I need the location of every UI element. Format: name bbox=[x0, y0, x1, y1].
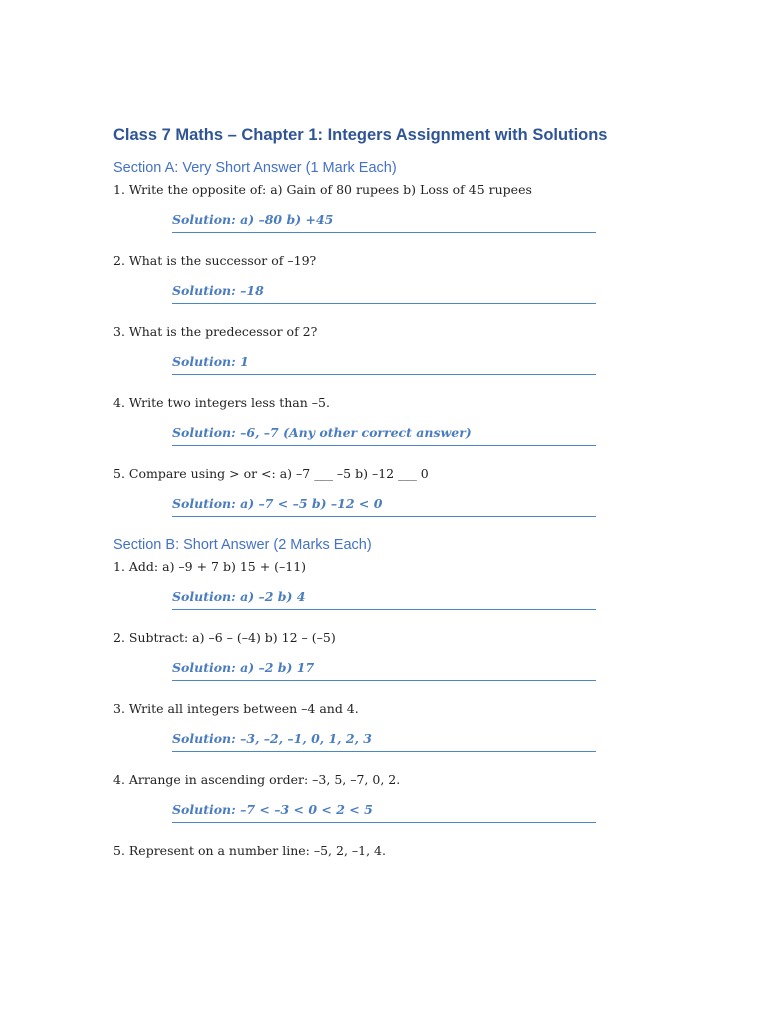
question-text: 2. Subtract: a) –6 – (–4) b) 12 – (–5) bbox=[113, 630, 336, 645]
section-a bbox=[113, 160, 633, 517]
solution-line: Solution: –7 < –3 < 0 < 2 < 5 bbox=[172, 789, 596, 823]
solution-line: Solution: –6, –7 (Any other correct answer) bbox=[172, 412, 596, 446]
question-text: 3. Write all integers between –4 and 4. bbox=[113, 701, 359, 716]
assignment-page bbox=[113, 126, 633, 879]
question-item bbox=[113, 252, 633, 304]
solution-line: Solution: a) –7 < –5 b) –12 < 0 bbox=[172, 483, 596, 517]
solution-line: Solution: a) –80 b) +45 bbox=[172, 199, 596, 233]
question-item bbox=[113, 465, 633, 517]
question-text: 1. Add: a) –9 + 7 b) 15 + (–11) bbox=[113, 559, 307, 574]
question-item bbox=[113, 700, 633, 752]
question-text: 5. Compare using > or <: a) –7 ___ –5 b) –12 ___ 0 bbox=[113, 466, 429, 481]
question-item bbox=[113, 771, 633, 823]
solution-line: Solution: a) –2 b) 4 bbox=[172, 576, 596, 610]
question-text: 5. Represent on a number line: –5, 2, –1, 4. bbox=[113, 843, 386, 858]
solution-line: Solution: a) –2 b) 17 bbox=[172, 647, 596, 681]
solution-line: Solution: –3, –2, –1, 0, 1, 2, 3 bbox=[172, 718, 596, 752]
section-b bbox=[113, 537, 633, 860]
question-item bbox=[113, 181, 633, 233]
question-item bbox=[113, 558, 633, 610]
question-text: 2. What is the successor of –19? bbox=[113, 253, 317, 268]
question-item bbox=[113, 629, 633, 681]
section-b-heading: Section B: Short Answer (2 Marks Each) bbox=[113, 537, 372, 553]
question-text: 4. Arrange in ascending order: –3, 5, –7, 0, 2. bbox=[113, 772, 401, 787]
solution-line: Solution: –18 bbox=[172, 270, 596, 304]
question-item bbox=[113, 842, 633, 860]
question-text: 1. Write the opposite of: a) Gain of 80 rupees b) Loss of 45 rupees bbox=[113, 182, 532, 197]
question-item bbox=[113, 323, 633, 375]
question-item bbox=[113, 394, 633, 446]
question-text: 3. What is the predecessor of 2? bbox=[113, 324, 318, 339]
document-title: Class 7 Maths – Chapter 1: Integers Assignment with Solutions bbox=[113, 126, 608, 144]
question-text: 4. Write two integers less than –5. bbox=[113, 395, 330, 410]
section-a-heading: Section A: Very Short Answer (1 Mark Each) bbox=[113, 160, 397, 176]
solution-line: Solution: 1 bbox=[172, 341, 596, 375]
